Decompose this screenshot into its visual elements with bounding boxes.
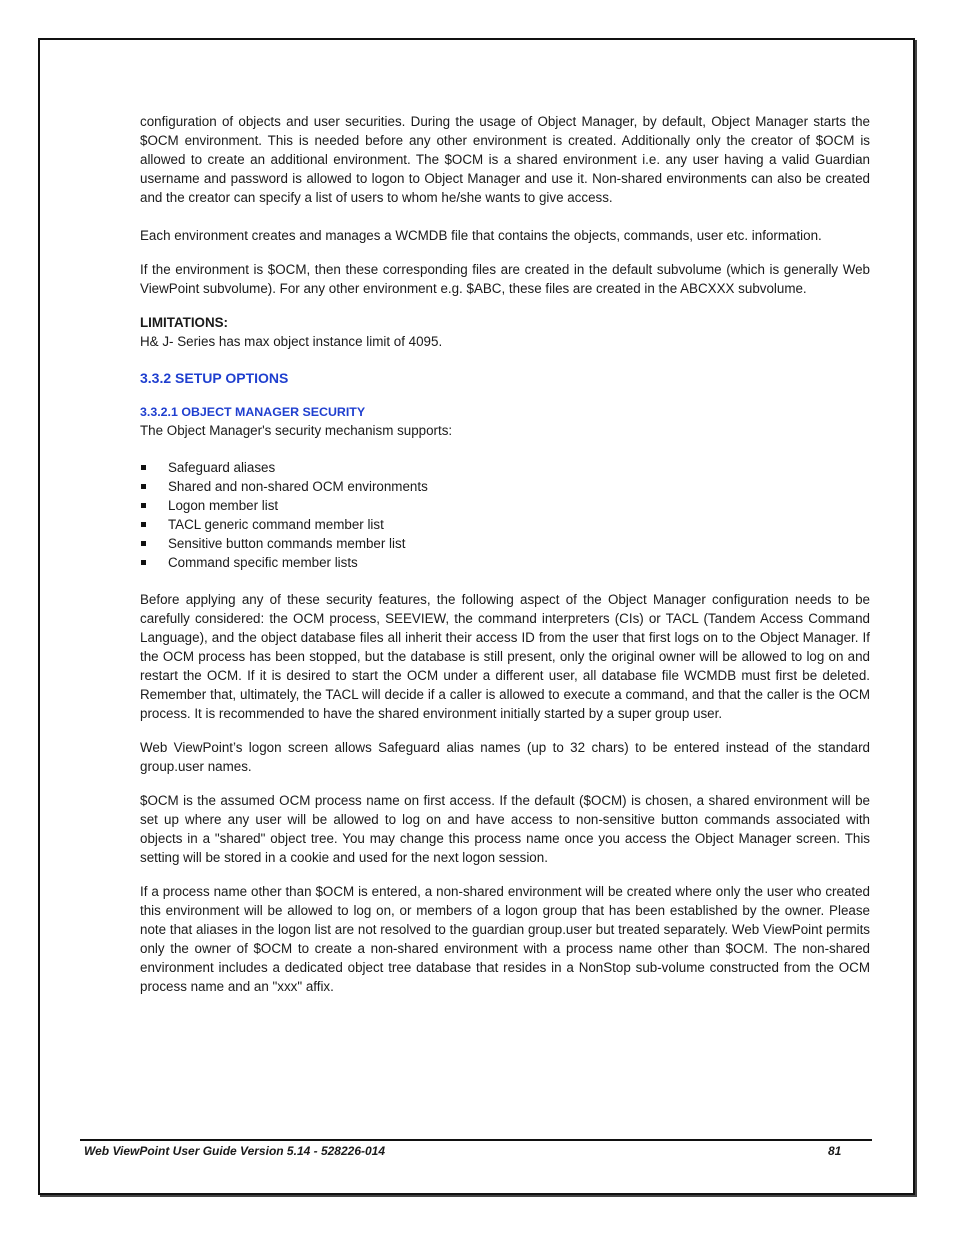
- section-heading: 3.3.2 SETUP OPTIONS: [140, 370, 289, 386]
- list-item: Command specific member lists: [140, 553, 870, 572]
- list-item: Shared and non-shared OCM environments: [140, 477, 870, 496]
- paragraph-logon-screen: Web ViewPoint’s logon screen allows Safeguard alias names (up to 32 chars) to be entered instead of the standard group.user names.: [140, 740, 870, 774]
- bullet-square-icon: [141, 560, 146, 565]
- footer-divider: [80, 1139, 872, 1141]
- list-item: TACL generic command member list: [140, 515, 870, 534]
- bullet-square-icon: [141, 522, 146, 527]
- bullet-square-icon: [141, 465, 146, 470]
- subsection-heading: 3.3.2.1 OBJECT MANAGER SECURITY: [140, 405, 366, 419]
- paragraph-wcmdb: Each environment creates and manages a WCMDB file that contains the objects, commands, user etc. information.: [140, 228, 822, 243]
- paragraph-before-applying: Before applying any of these security features, the following aspect of the Object Manager configuration needs to be carefully considered: the OCM process, SEEVIEW, the command interpreters (CIs) or TACL (Tandem Access Command Language), and the object database files all inherit their access ID from the user that first logs on to the Object Manager. If the OCM process has been stopped, but the database is still present, only the original owner will be allowed to log on and restart the OCM. If it is desired to start the OCM under a different user, all database file WCMDB must first be deleted. Remember that, ultimately, the TACL will decide if a caller is allowed to execute a command, and that the caller is the OCM process. It is recommended to have the shared environment initially started by a super group user.: [140, 592, 870, 721]
- paragraph-process-name: If a process name other than $OCM is entered, a non-shared environment will be created where only the user who created this environment will be allowed to log on, or members of a logon group that has been established by the owner. Please note that aliases in the logon list are not resolved to the guardian group.user but treated separately. Web ViewPoint permits only the owner of $OCM to create a non-shared environment with a process name other than $OCM. The non-shared environment includes a dedicated object tree database that resides in a NonStop sub-volume constructed from the OCM process name and an "xxx" affix.: [140, 884, 870, 994]
- paragraph-files: If the environment is $OCM, then these corresponding files are created in the default subvolume (which is generally Web ViewPoint subvolume). For any other environment e.g. $ABC, these files are created in the ABCXXX subvolume.: [140, 262, 870, 296]
- paragraph-intro: configuration of objects and user securities. During the usage of Object Manager, by default, Object Manager starts the $OCM environment. This is needed before any other environment is created. Additionally only the creator of $OCM is allowed to create an additional environment. The $OCM is a shared environment i.e. any user having a valid Guardian username and password is allowed to logon to Object Manager and use it. Non-shared environments can also be created and the creator can specify a list of users to whom he/she wants to give access.: [140, 114, 870, 205]
- list-item: Sensitive button commands member list: [140, 534, 870, 553]
- footer-title: Web ViewPoint User Guide Version 5.14 - 528226-014: [84, 1144, 386, 1158]
- security-feature-list: [140, 458, 870, 572]
- bullet-square-icon: [141, 503, 146, 508]
- bullet-square-icon: [141, 484, 146, 489]
- page-number: 81: [828, 1144, 842, 1158]
- limitations-text: H& J- Series has max object instance limit of 4095.: [140, 334, 443, 349]
- list-item: Safeguard aliases: [140, 458, 870, 477]
- supports-intro: The Object Manager's security mechanism supports:: [140, 423, 453, 438]
- bullet-square-icon: [141, 541, 146, 546]
- page-body: [140, 112, 870, 996]
- limitations-heading: LIMITATIONS:: [140, 315, 229, 330]
- paragraph-ocm-default: $OCM is the assumed OCM process name on first access. If the default ($OCM) is chosen, a shared environment will be set up where any user will be allowed to log on and have access to non-sensitive button commands associated with objects in a "shared" object tree. You may change this process name once you access the Object Manager screen. This setting will be stored in a cookie and used for the next logon session.: [140, 793, 870, 865]
- list-item: Logon member list: [140, 496, 870, 515]
